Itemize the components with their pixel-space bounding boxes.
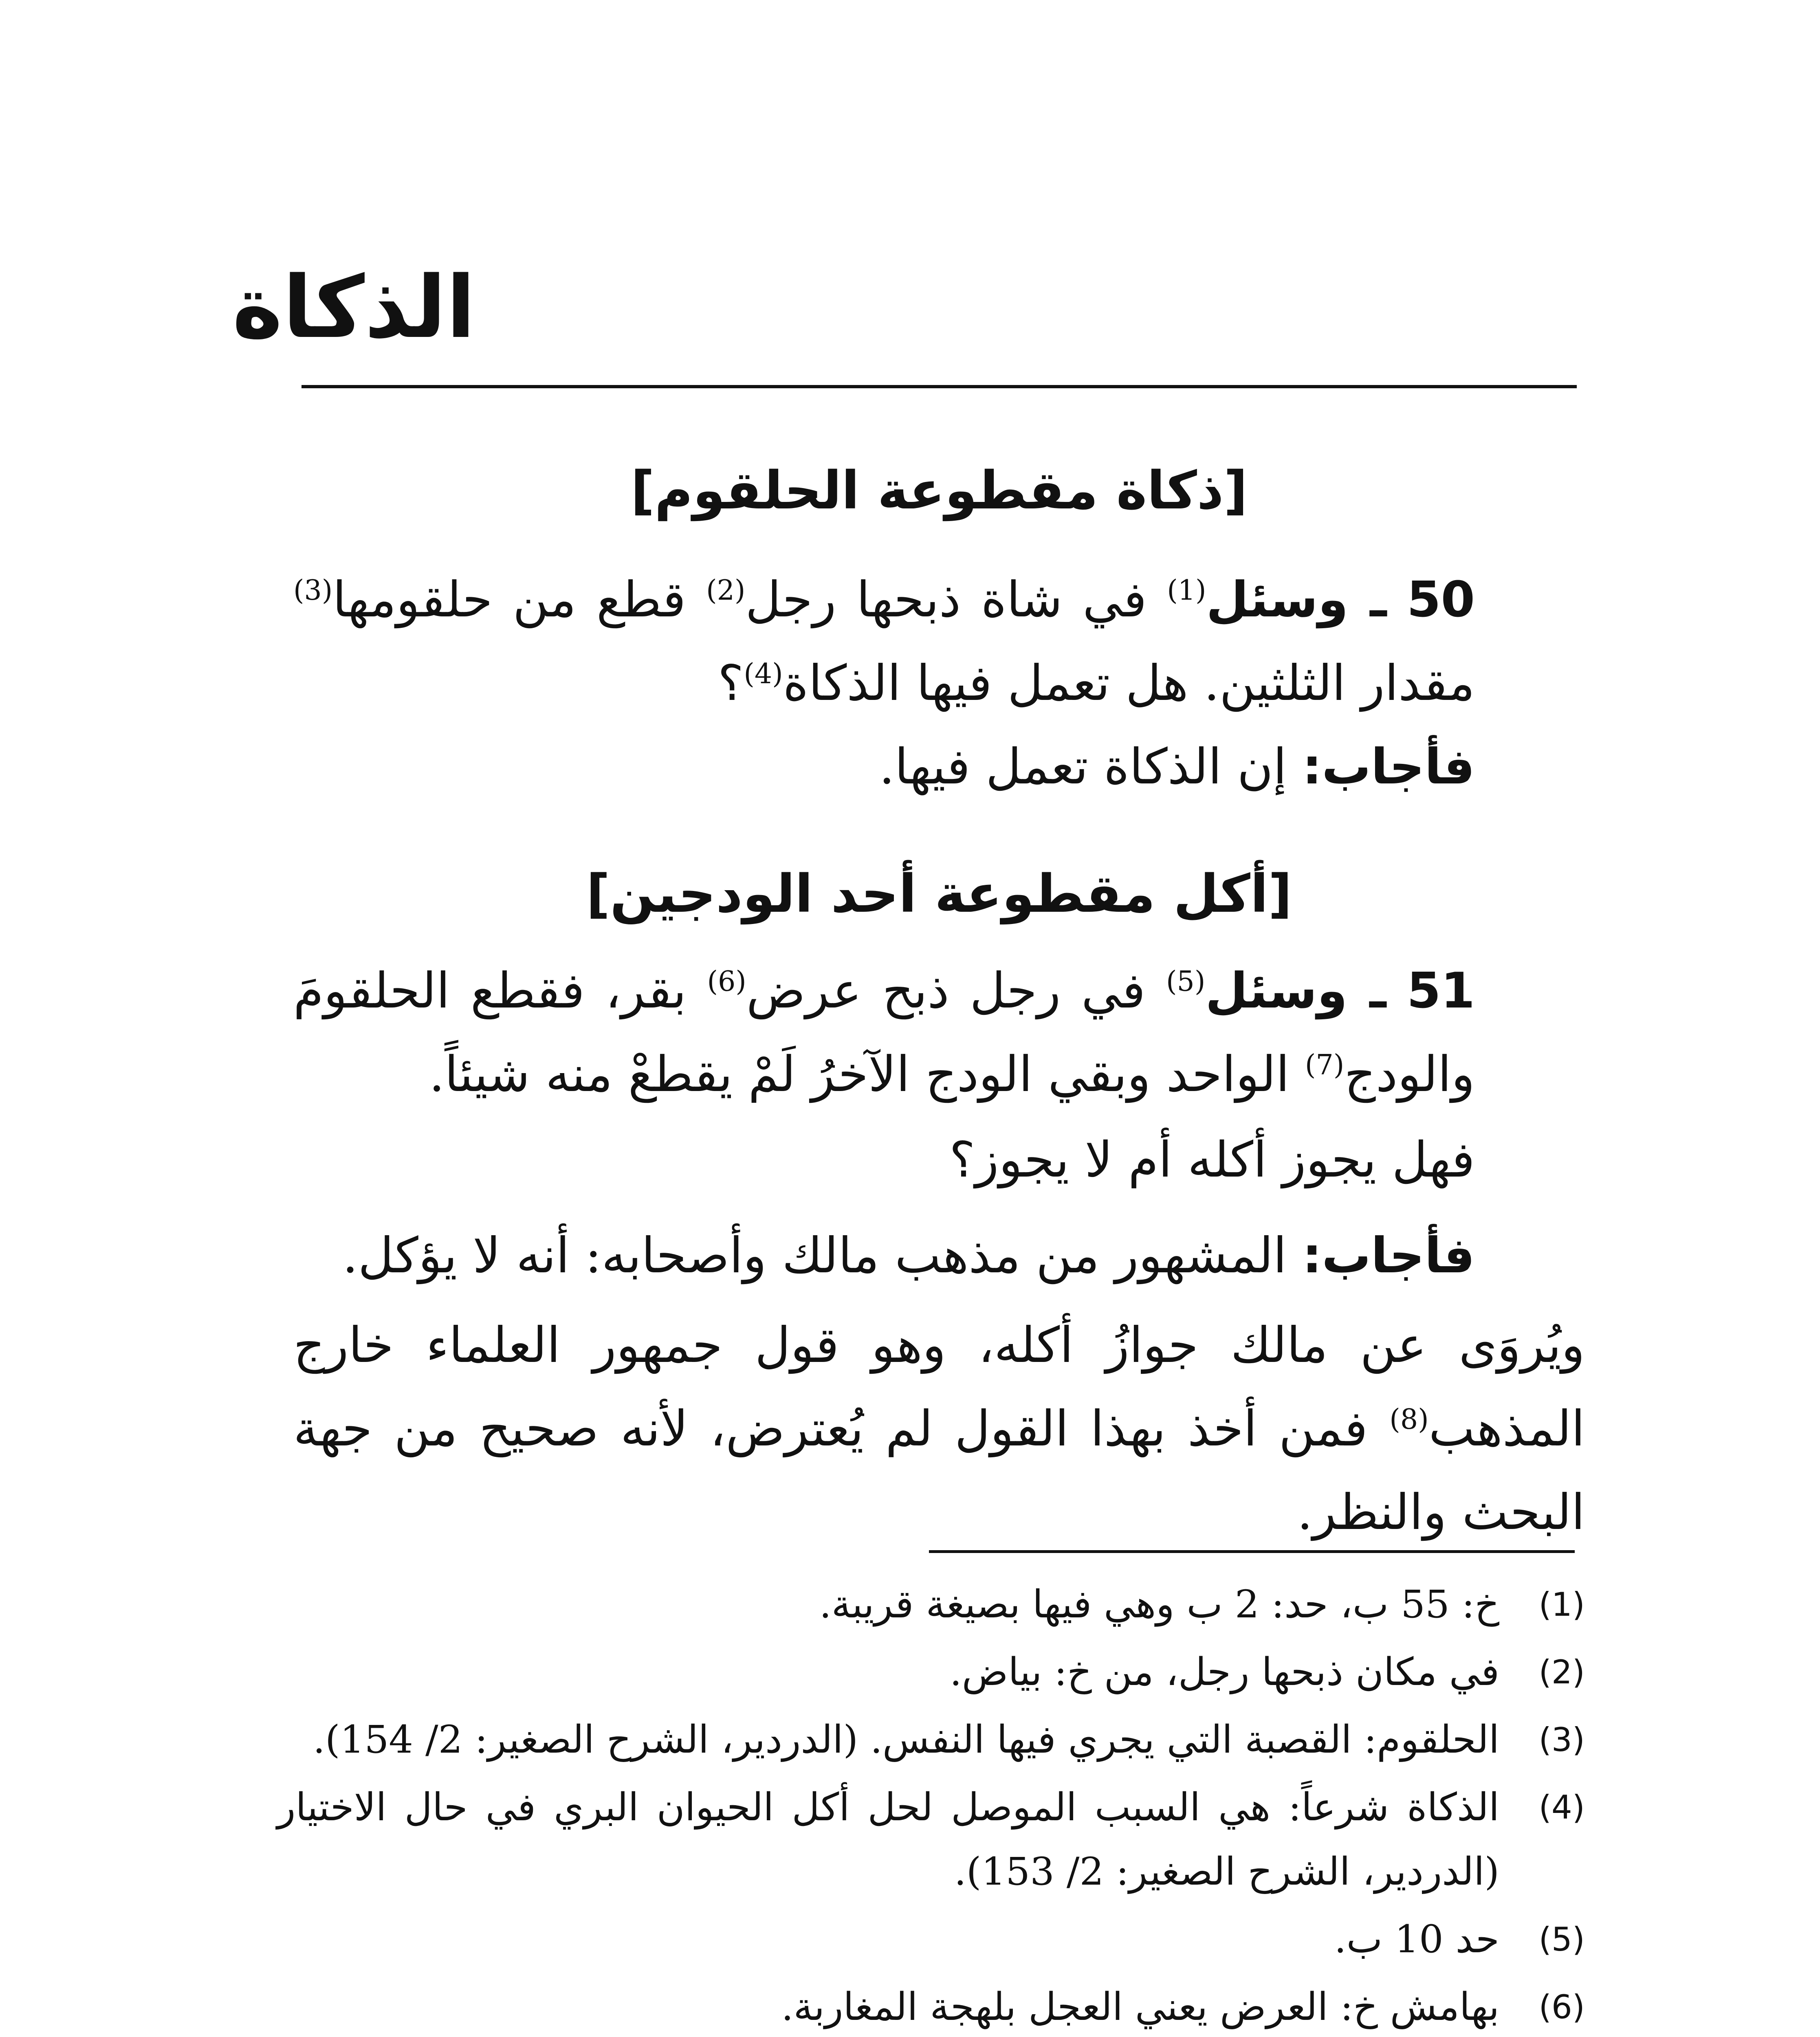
question-paragraph	[293, 558, 1585, 725]
question-text: ؟	[717, 655, 744, 712]
footnote-text: خ: 55 ب، حد: 2 ب وهي فيها بصيغة قريبة.	[819, 1582, 1499, 1627]
footnote-number: (1)	[1538, 1586, 1585, 1623]
footnote-item	[277, 1975, 1585, 2037]
footnote-text: في مكان ذبحها رجل، من خ: بياض.	[949, 1650, 1499, 1694]
answer-text: إن الذكاة تعمل فيها.	[879, 739, 1303, 795]
footnote-ref[interactable]: (5)	[1166, 966, 1206, 998]
footnote-ref[interactable]: (8)	[1389, 1403, 1429, 1436]
extra-paragraph	[293, 1304, 1585, 1554]
question-text: في رجل ذبح عرض	[746, 963, 1166, 1019]
footnote-ref[interactable]: (1)	[1167, 574, 1206, 607]
answer-51	[293, 1214, 1585, 1298]
footnote-item	[277, 1775, 1585, 1904]
extra-51	[293, 1304, 1585, 1554]
footnote-ref[interactable]: (3)	[293, 574, 333, 607]
footnote-item	[277, 1708, 1585, 1772]
section-heading: [أكل مقطوعة أحد الودجين]	[586, 864, 1292, 924]
footnotes-list	[277, 1573, 1585, 2037]
question-text: بقر، فقطع الحلقومَ والودج	[293, 963, 1475, 1103]
footnote-ref[interactable]: (7)	[1305, 1049, 1345, 1081]
answer-paragraph	[293, 725, 1585, 809]
question-text: الواحد وبقي الودج الآخرُ لَمْ يقطعْ منه شيئاً.	[429, 1046, 1305, 1103]
answer-label: فأجاب:	[1302, 1227, 1475, 1284]
question-number: 51	[1407, 963, 1475, 1019]
question-text: في شاة ذبحها رجل	[745, 572, 1167, 628]
footnote-ref[interactable]: (6)	[707, 966, 746, 998]
footnote-text: حد 10 ب.	[1334, 1917, 1499, 1962]
question-number: 50	[1407, 572, 1475, 628]
question-51	[293, 949, 1585, 1116]
question-text: قطع من حلقومها	[332, 572, 706, 628]
extra-text: فمن أخذ بهذا القول لم يُعترض، لأنه صحيح من جهة البحث والنظر.	[293, 1401, 1585, 1541]
footnote-item	[277, 1640, 1585, 1705]
footnote-text: الحلقوم: القصبة التي يجري فيها النفس. (الدردير، الشرح الصغير: 2/ 154).	[313, 1718, 1499, 1762]
footnote-item	[277, 1907, 1585, 1972]
footnote-number: (3)	[1538, 1721, 1585, 1759]
answer-text: المشهور من مذهب مالك وأصحابه: أنه لا يؤكل.	[342, 1227, 1303, 1284]
footnote-ref[interactable]: (2)	[706, 574, 746, 607]
section-1	[293, 460, 1585, 521]
footnote-ref[interactable]: (4)	[744, 658, 783, 690]
answer-label: فأجاب:	[1302, 739, 1475, 795]
section-2	[293, 864, 1585, 924]
answer-50	[293, 725, 1585, 809]
footnote-text: بهامش خ: العرض يعني العجل بلهجة المغاربة.	[781, 1985, 1499, 2029]
chapter-title: الذكاة	[232, 257, 475, 357]
question-paragraph	[293, 949, 1585, 1116]
footnote-number: (6)	[1538, 1988, 1585, 2026]
title-divider	[301, 385, 1577, 388]
footnote-number: (2)	[1538, 1653, 1585, 1691]
followup-question: فهل يجوز أكله أم لا يجوز؟	[949, 1132, 1475, 1188]
question-text: مقدار الثلثين. هل تعمل فيها الذكاة	[783, 655, 1475, 712]
section-heading: [ذكاة مقطوعة الحلقوم]	[631, 460, 1248, 521]
extra-text: ويُروَى عن مالك جوازُ أكله، وهو قول جمهور العلماء خارج المذهب	[293, 1317, 1585, 1457]
footnote-number: (5)	[1538, 1920, 1585, 1958]
footnote-text: الذكاة شرعاً: هي السبب الموصل لحل أكل الحيوان البري في حال الاختيار (الدردير، الشرح الصغير: 2/ 153).	[277, 1785, 1499, 1894]
footnote-item	[277, 1573, 1585, 1637]
footnote-divider	[929, 1550, 1575, 1553]
answer-paragraph	[293, 1214, 1585, 1298]
followup-51	[293, 1118, 1585, 1202]
question-50	[293, 558, 1585, 725]
question-word: ـ وسئل	[1206, 572, 1387, 628]
footnote-number: (4)	[1538, 1788, 1585, 1826]
question-word: ـ وسئل	[1205, 963, 1386, 1019]
